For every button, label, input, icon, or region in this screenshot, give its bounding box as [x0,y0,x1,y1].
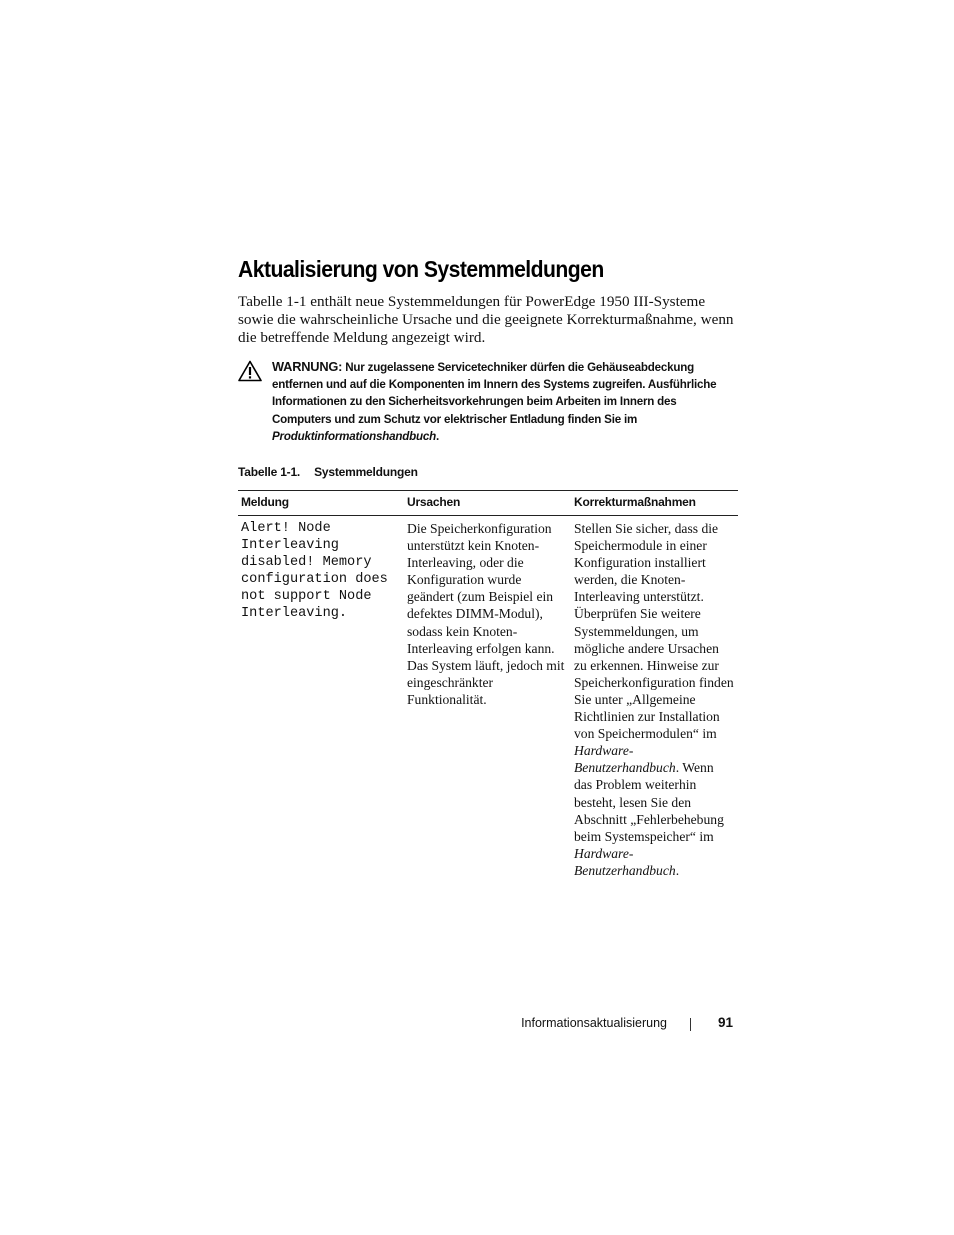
warning-end: . [436,429,440,443]
warning-label: WARNUNG: [272,359,343,374]
table-caption-title: Systemmeldungen [314,465,418,479]
intro-paragraph: Tabelle 1-1 enthält neue Systemmeldungen für PowerEdge 1950 III-Systeme sowie die wahrscheinliche Ursache und die geeignete Korrekturmaßnahme, wenn die betreffende Meldung angezeigt wird. [238,293,734,346]
fix-text-3: . [675,862,680,878]
fix-manual-ref-2: Hardware-Benutzerhandbuch [574,845,676,878]
page-heading: Aktualisierung von Systemmeldungen [238,256,604,282]
header-message: Meldung [238,491,404,516]
fix-text-1: Stellen Sie sicher, dass die Speichermodule in einer Konfiguration installiert werden, die Knoten-Interleaving unterstützt. Überprüfen Sie weitere Systemmeldungen, um mögliche andere Ursachen zu erkennen. Hinweise zur Speicherkonfiguration finden Sie unter „Allgemeine Richtlinien zur Installation von Speichermodulen“ im [574,521,734,742]
warning-body: Nur zugelassene Servicetechniker dürfen die Gehäuseabdeckung entfernen und auf die Komponenten im Innern des Systems zugreifen. Ausführliche Informationen zu den Sicherheitsvorkehrungen beim Arbeiten im Innern des Computers und zum Schutz vor elektrischer Entladung finden Sie im [272,361,717,426]
cell-cause: Die Speicherkonfiguration unterstützt kein Knoten-Interleaving, oder die Konfiguration wurde geändert (zum Beispiel ein defektes DIMM-Modul), sodass kein Knoten-Interleaving erfolgen kann. Das System läuft, jedoch mit eingeschränkter Funktionalität. [407,521,565,707]
table-caption-number: Tabelle 1-1. [238,465,301,479]
table-caption [238,465,418,479]
warning-notice [238,358,738,445]
fix-manual-ref-1: Hardware-Benutzerhandbuch [574,743,676,776]
cell-fix [571,516,738,879]
system-messages-table [238,490,738,879]
header-cause: Ursachen [404,491,571,516]
header-fix: Korrekturmaßnahmen [571,491,738,516]
fix-text-2: . Wenn das Problem weiterhin besteht, lesen Sie den Abschnitt „Fehlerbehebung beim Systemspeicher“ im [574,760,724,844]
warning-text [272,358,738,445]
footer-section-title: Informationsaktualisierung [521,1016,667,1030]
warning-triangle-icon [238,360,262,382]
footer-divider [690,1018,691,1031]
table-row [238,516,738,879]
cell-message: Alert! Node Interleaving disabled! Memory configuration does not support Node Interleaving. [241,521,397,622]
table-header-row [238,491,738,516]
warning-manual-title: Produktinformationshandbuch [272,429,436,443]
page-number: 91 [717,1015,733,1030]
page-footer [0,1016,954,1036]
